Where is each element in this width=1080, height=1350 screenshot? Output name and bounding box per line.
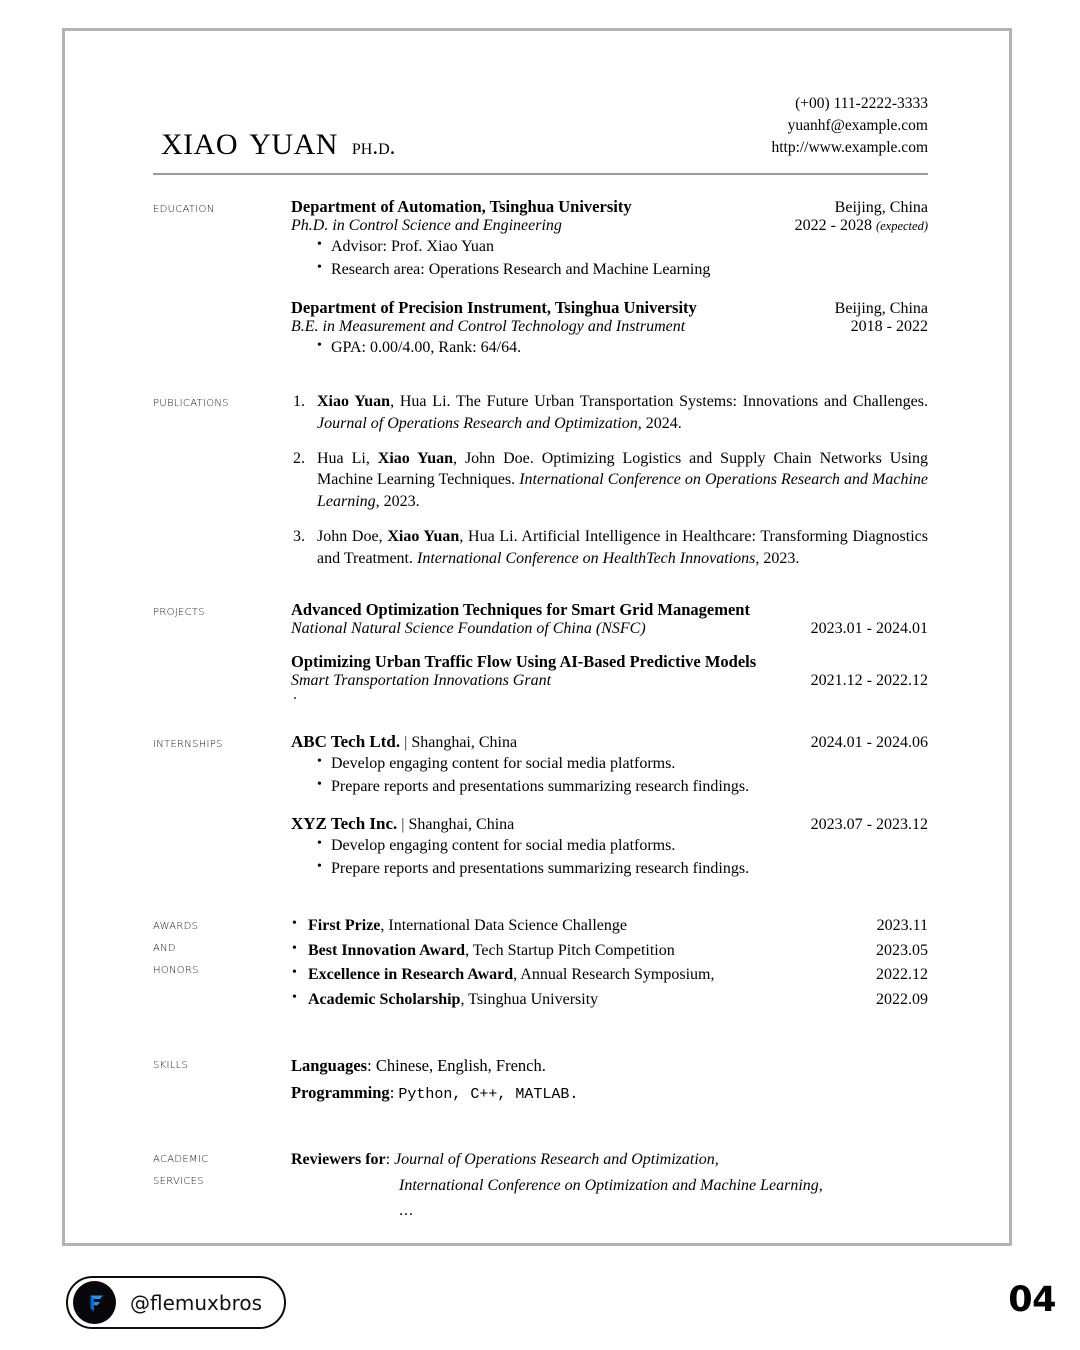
award-date: 2022.12	[876, 966, 928, 984]
education-title: Department of Automation, Tsinghua University	[291, 197, 632, 216]
award-detail: , International Data Science Challenge	[380, 916, 627, 934]
degree-label: ph.d.	[351, 134, 396, 159]
contact-block	[771, 93, 928, 162]
project-title: Advanced Optimization Techniques for Smart Grid Management	[291, 600, 750, 620]
list-item: • Research area: Operations Research and Machine Learning	[317, 259, 928, 282]
publication-authors-pre: Hua Li,	[317, 449, 378, 467]
publication-authors-pre: John Doe,	[317, 527, 388, 545]
education-entry	[291, 197, 928, 281]
internship-list	[291, 732, 928, 881]
cv-page-frame	[62, 28, 1012, 1246]
project-trailing-dot: .	[293, 686, 297, 704]
list-item	[291, 939, 928, 964]
project-date: 2021.12 - 2022.12	[810, 672, 928, 690]
social-handle-badge[interactable]	[66, 1276, 286, 1329]
project-list	[291, 600, 928, 704]
section-label-awards-line3: honors	[153, 960, 199, 977]
education-bullets	[291, 337, 928, 360]
list-item	[291, 963, 928, 988]
publication-venue: International Conference on HealthTech Innovations	[417, 549, 756, 567]
email-link[interactable]: yuanhf@example.com	[787, 117, 928, 134]
page-title: xiao yuan	[161, 117, 338, 164]
award-date: 2022.09	[876, 991, 928, 1009]
section-label-services-line2: services	[153, 1172, 204, 1189]
internship-heading	[291, 732, 517, 752]
award-date: 2023.11	[876, 916, 928, 934]
section-projects	[153, 600, 928, 704]
flemux-logo-icon	[73, 1281, 116, 1324]
name-block	[153, 119, 395, 162]
publication-author-highlight: Xiao Yuan	[377, 449, 453, 467]
award-detail: , Tech Startup Pitch Competition	[465, 941, 675, 959]
services-reviewers-row	[291, 1147, 928, 1173]
internship-heading	[291, 814, 514, 834]
phone-text: (+00) 111-2222-3333	[795, 95, 928, 112]
publication-venue: Journal of Operations Research and Optimization	[317, 414, 638, 432]
award-text	[308, 988, 598, 1013]
publication-year: , 2023.	[375, 493, 420, 511]
education-location: Beijing, China	[834, 300, 928, 318]
skills-programming-value: Python, C++, MATLAB.	[398, 1085, 579, 1103]
internship-date: 2023.07 - 2023.12	[810, 816, 928, 834]
page-number: 04	[1008, 1280, 1056, 1320]
section-label-education: education	[153, 200, 215, 216]
education-bullets	[291, 236, 928, 281]
list-item	[291, 526, 928, 570]
award-name: First Prize	[308, 916, 381, 934]
project-date: 2023.01 - 2024.01	[810, 620, 928, 638]
social-handle-text: @flemuxbros	[130, 1290, 263, 1315]
education-entry	[291, 298, 928, 360]
education-subtitle: B.E. in Measurement and Control Technology and Instrument	[291, 318, 686, 336]
section-publications	[153, 391, 928, 569]
list-item: • Prepare reports and presentations summarizing research findings.	[317, 776, 928, 799]
list-item	[291, 988, 928, 1013]
section-label-internships: internships	[153, 735, 223, 751]
header-divider	[153, 173, 928, 175]
award-detail: , Tsinghua University	[460, 991, 599, 1009]
award-text	[308, 914, 627, 939]
skills-body	[291, 1053, 928, 1107]
list-item: • Advisor: Prof. Xiao Yuan	[317, 236, 928, 259]
section-label-publications: publications	[153, 394, 229, 411]
section-skills	[153, 1053, 928, 1107]
internship-separator: |	[401, 816, 405, 834]
award-text	[308, 939, 675, 964]
publication-list	[291, 391, 928, 569]
list-item	[291, 448, 928, 513]
section-education	[153, 197, 928, 360]
internship-location: Shanghai, China	[408, 816, 515, 834]
education-date-range: 2022 - 2028	[794, 217, 872, 234]
internship-date: 2024.01 - 2024.06	[810, 734, 928, 751]
award-name: Best Innovation Award	[308, 941, 466, 959]
section-label-services	[153, 1147, 291, 1191]
project-title: Optimizing Urban Traffic Flow Using AI-Based Predictive Models	[291, 652, 757, 672]
services-reviewers-key: Reviewers for	[291, 1151, 386, 1169]
project-funder: National Natural Science Foundation of China (NSFC)	[291, 620, 646, 638]
skills-programming-colon: :	[389, 1082, 399, 1102]
services-venue-2: International Conference on Optimization and Machine Learning,	[399, 1176, 823, 1194]
section-label-services-line1: academic	[153, 1150, 209, 1167]
services-body	[291, 1147, 928, 1224]
skills-programming-row	[291, 1080, 928, 1107]
internship-company: ABC Tech Ltd.	[291, 732, 401, 751]
award-name: Academic Scholarship	[308, 991, 461, 1009]
publication-year: , 2023.	[755, 549, 800, 567]
education-date	[781, 217, 928, 235]
section-awards	[153, 914, 928, 1013]
education-location: Beijing, China	[834, 199, 928, 216]
services-venue-1: Journal of Operations Research and Optimization,	[394, 1151, 719, 1169]
internship-location: Shanghai, China	[411, 734, 518, 751]
education-entries	[291, 197, 928, 360]
list-item: • Develop engaging content for social media platforms.	[317, 835, 928, 858]
project-funder: Smart Transportation Innovations Grant	[291, 672, 552, 690]
award-text	[308, 963, 714, 988]
publication-title: , Hua Li. Artificial Intelligence in Healthcare: Transforming Diagnostics and Treatment.	[317, 527, 928, 567]
section-label-awards-line1: awards	[153, 916, 199, 933]
award-detail: , Annual Research Symposium,	[513, 966, 715, 984]
project-entry	[291, 652, 928, 704]
internship-bullets	[291, 753, 928, 798]
publication-author-highlight: Xiao Yuan	[387, 527, 460, 545]
internship-entry	[291, 732, 928, 798]
internship-separator: |	[404, 734, 408, 751]
list-item	[291, 391, 928, 435]
award-name: Excellence in Research Award	[308, 966, 514, 984]
list-item: • Develop engaging content for social media platforms.	[317, 753, 928, 776]
section-label-awards-line2: and	[153, 938, 176, 955]
education-date-note: (expected)	[875, 219, 928, 233]
list-item: • Prepare reports and presentations summarizing research findings.	[317, 858, 928, 881]
services-ellipsis: ...	[399, 1202, 414, 1220]
project-entry	[291, 600, 928, 638]
award-list	[291, 914, 928, 1013]
education-title: Department of Precision Instrument, Tsinghua University	[291, 298, 697, 318]
education-date: 2018 - 2022	[850, 318, 928, 336]
internship-bullets	[291, 835, 928, 880]
skills-languages-key: Languages	[291, 1056, 368, 1076]
cv-header	[153, 93, 928, 162]
cv-content	[153, 93, 928, 1224]
section-label-awards	[153, 914, 291, 980]
section-label-projects: projects	[153, 603, 205, 620]
internship-company: XYZ Tech Inc.	[291, 814, 398, 834]
education-subtitle: Ph.D. in Control Science and Engineering	[291, 217, 562, 234]
skills-programming-key: Programming	[291, 1082, 390, 1102]
publication-title: , John Doe. Optimizing Logistics and Supply Chain Networks Using Machine Learning Techniques.	[317, 449, 929, 489]
award-date: 2023.05	[876, 941, 928, 959]
list-item	[291, 914, 928, 939]
section-label-skills: skills	[153, 1056, 189, 1073]
services-reviewers-colon: :	[385, 1151, 395, 1169]
publication-year: , 2024.	[637, 414, 682, 432]
publication-venue: International Conference on Operations Research and Machine Learning	[317, 471, 928, 511]
skills-languages-value: : Chinese, English, French.	[367, 1056, 546, 1076]
website-link[interactable]: http://www.example.com	[771, 139, 928, 156]
list-item: • GPA: 0.00/4.00, Rank: 64/64.	[317, 337, 928, 360]
publication-title: , Hua Li. The Future Urban Transportation Systems: Innovations and Challenges.	[390, 393, 928, 411]
skills-languages-row	[291, 1053, 928, 1080]
section-internships	[153, 732, 928, 881]
internship-entry	[291, 814, 928, 880]
publication-author-highlight: Xiao Yuan	[317, 393, 391, 411]
section-academic-services	[153, 1147, 928, 1224]
